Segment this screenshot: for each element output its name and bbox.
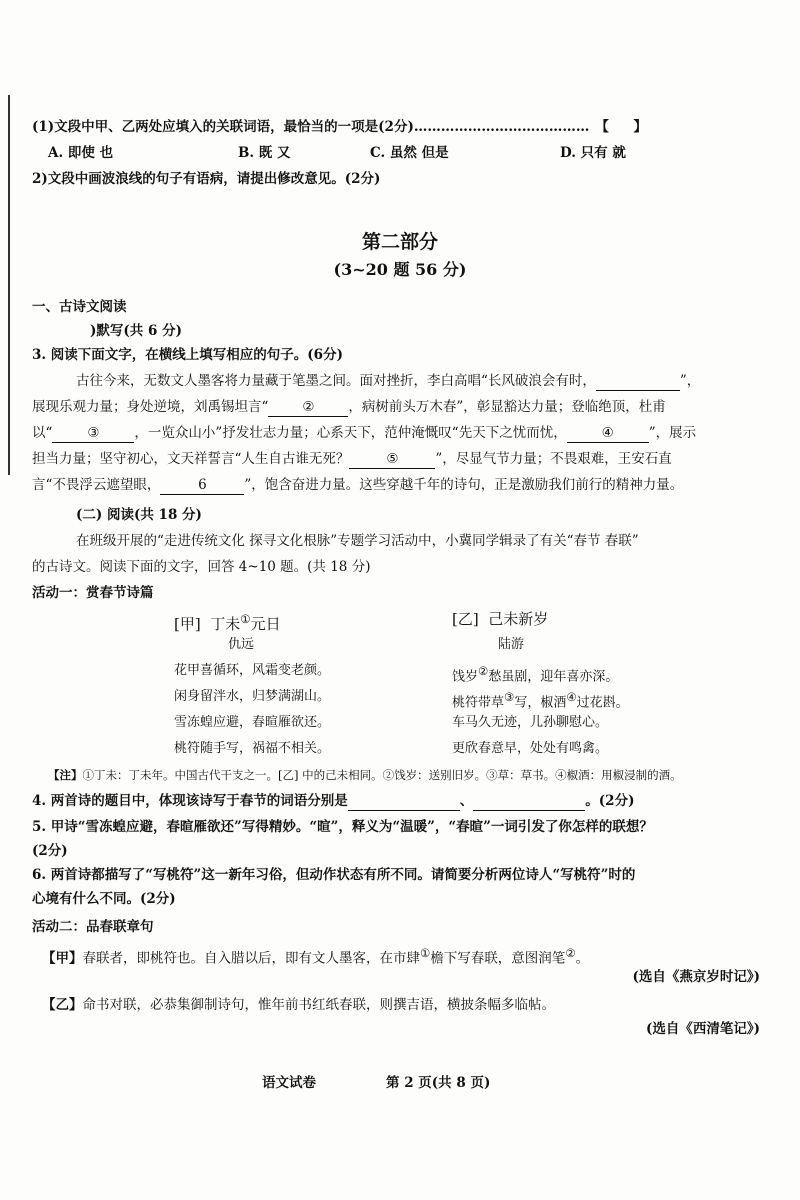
q1-stem: (1)文段中甲、乙两处应填入的关联词语，最恰当的一项是(2分) xyxy=(32,119,414,135)
poem-b-line-3: 车马久无迹，儿孙聊慰心。 xyxy=(452,715,609,730)
q1-option-a: A. 即使 也 xyxy=(48,145,114,161)
q5-stem: 5. 甲诗“雪冻蝗应避，春暄雁欲还”写得精妙。“暄”，释义为“温暖”，“春暄”一词引发了你怎样的联想？ xyxy=(32,819,653,835)
part2-title: 第二部分 xyxy=(361,231,438,253)
q2-stem: 2)文段中画波浪线的句子有语病，请提出修改意见。(2分) xyxy=(32,171,381,187)
poem-a-line-4: 桃符随手写，祸福不相关。 xyxy=(174,741,331,756)
poem-b-label: [乙] xyxy=(452,610,479,628)
q3-text: ”，尽显气节力量；不畏艰难，王安石直 xyxy=(435,451,672,467)
q3-blank-6[interactable]: 6 xyxy=(160,476,244,495)
q3-stem: 3. 阅读下面文字，在横线上填写相应的句子。(6分) xyxy=(32,347,343,363)
q3-text: ”， xyxy=(679,373,701,389)
q3-paragraph-line-2 xyxy=(32,398,666,417)
q6-stem-1: 6. 两首诗都描写了“写桃符”这一新年习俗，但动作状态有所不同。请简要分析两位诗人“写桃符”时的 xyxy=(32,867,636,883)
footer-subject: 语文试卷 xyxy=(262,1075,316,1091)
q3-blank-2[interactable]: ② xyxy=(268,398,348,417)
q3-text: ，一览众山小”抒发壮志力量；心系天下，范仲淹慨叹“先天下之忧而忧， xyxy=(134,425,567,441)
poem-b-text: 饯岁 xyxy=(452,669,479,685)
poem-b-text: 写，椒酒 xyxy=(514,695,567,711)
poem-b-text: 桃符带草 xyxy=(452,695,505,711)
section2-intro-1: 在班级开展的“走进传统文化 探寻文化根脉”专题学习活动中，小冀同学辑录了有关“春节 春联” xyxy=(76,533,639,549)
part2-subtitle: (3~20 题 56 分) xyxy=(333,260,467,279)
q3-text: ”，饱含奋进力量。这些穿越千年的诗句，正是激励我们前行的精神力量。 xyxy=(244,477,684,493)
q6-stem-2: 心境有什么不同。(2分) xyxy=(32,891,176,907)
q1-answer-bracket[interactable]: 【 】 xyxy=(595,119,658,135)
q3-text: 展现乐观力量；身处逆境，刘禹锡坦言“ xyxy=(32,399,269,415)
q1-option-b: B. 既 又 xyxy=(238,145,291,161)
q3-blank-1[interactable] xyxy=(596,372,680,391)
text-b-source: (选自《西清笔记》) xyxy=(645,1021,760,1037)
note-marker: ① xyxy=(240,612,251,626)
poem-b-text: 过花斟。 xyxy=(576,695,629,711)
activity2-title: 活动二：品春联章句 xyxy=(32,919,154,935)
q1-stem-line xyxy=(32,118,657,136)
q3-text: 以“ xyxy=(32,425,53,441)
q3-text: 担当力量；坚守初心，文天祥誓言“人生自古谁无死？ xyxy=(32,451,350,467)
note-marker: ④ xyxy=(566,690,577,704)
q3-blank-3[interactable]: ③ xyxy=(52,424,134,443)
notes-label: 【注】 xyxy=(48,768,83,782)
q3-paragraph-line-3 xyxy=(32,424,696,443)
section1-sub1: )默写(共 6 分) xyxy=(90,323,182,339)
q3-paragraph-line-1 xyxy=(76,372,700,391)
text-b-label: 【乙】 xyxy=(42,997,83,1013)
q4-blank-2[interactable] xyxy=(473,792,585,811)
poem-a-line-1: 花甲喜循环，风霜变老颜。 xyxy=(174,663,331,678)
poem-b-title-text: 己未新岁 xyxy=(488,610,549,628)
poem-a-title-text: 元日 xyxy=(250,615,281,633)
q3-paragraph-line-5 xyxy=(32,476,683,495)
text-a-label: 【甲】 xyxy=(42,950,83,967)
poem-b-line-2 xyxy=(452,688,629,712)
q4-stem: 4. 两首诗的题目中，体现该诗写于春节的词语分别是 xyxy=(32,793,348,809)
q4-blank-1[interactable] xyxy=(348,792,460,811)
footer-page-number: 第 2 页(共 8 页) xyxy=(386,1075,491,1091)
q3-blank-5[interactable]: ⑤ xyxy=(349,450,435,469)
notes-text: ①丁未：丁未年。中国古代干支之一。[乙] 中的己未相同。②饯岁：送别旧岁。③草：草书。④椒酒：用椒浸制的酒。 xyxy=(82,768,682,782)
section2-title: (二) 阅读(共 18 分) xyxy=(76,507,202,523)
q1-option-d: D. 只有 就 xyxy=(560,145,626,161)
poem-a-label: [甲] xyxy=(174,615,201,633)
q3-text: 古往今来，无数文人墨客将力量藏于笔墨之间。面对挫折，李白高唱“长风破浪会有时， xyxy=(76,373,596,389)
q3-paragraph-line-4 xyxy=(32,450,672,469)
poem-a-title-text: 丁未 xyxy=(210,615,241,633)
q3-text: 言“不畏浮云遮望眼， xyxy=(32,477,161,493)
poem-a-title xyxy=(174,610,281,633)
q1-option-c: C. 虽然 但是 xyxy=(370,145,449,161)
text-b xyxy=(42,996,555,1014)
section1-title: 一、古诗文阅读 xyxy=(32,299,127,315)
text-b-body: 命书对联，必恭集御制诗句，惟年前书红纸春联，则撰吉语，横披条幅多临帖。 xyxy=(82,997,555,1013)
q5-score: (2分) xyxy=(32,843,68,859)
poem-a-line-2: 闲身留泮水，归梦满湖山。 xyxy=(174,689,331,704)
text-a-body: 。 xyxy=(575,950,590,967)
note-marker: ② xyxy=(478,664,489,678)
q4-line xyxy=(32,792,634,811)
note-marker: ① xyxy=(420,946,431,960)
text-a-source: (选自《燕京岁时记》) xyxy=(632,969,760,985)
q4-end: 。(2分) xyxy=(585,793,635,809)
poem-b-line-4: 更欣春意早，处处有鸣禽。 xyxy=(452,741,609,756)
q4-separator: 、 xyxy=(459,793,474,809)
text-a xyxy=(42,944,589,968)
poem-b-line-1 xyxy=(452,662,618,686)
section2-intro-2: 的古诗文。阅读下面的文字，回答 4~10 题。(共 18 分) xyxy=(32,559,371,575)
poem-notes xyxy=(48,766,682,784)
q3-text: ”，展示 xyxy=(648,425,697,441)
poem-a-line-3: 雪冻蝗应避，春暄雁欲还。 xyxy=(174,715,331,730)
activity1-title: 活动一：赏春节诗篇 xyxy=(32,585,154,601)
q3-text: ，病树前头万木春”，彰显豁达力量；登临绝顶，杜甫 xyxy=(348,399,666,415)
note-marker: ② xyxy=(565,946,576,960)
text-a-body: 春联者，即桃符也。自入腊以后，即有文人墨客，在市肆 xyxy=(82,950,420,967)
q1-dots: ………………………………… xyxy=(413,119,590,135)
text-a-body: 檐下写春联，意图润笔 xyxy=(430,950,566,967)
q3-blank-4[interactable]: ④ xyxy=(567,424,649,443)
poem-a-author: 仇远 xyxy=(228,637,255,652)
poem-b-author: 陆游 xyxy=(498,637,525,652)
poem-b-title xyxy=(452,610,548,628)
poem-b-text: 愁虽剧，迎年喜亦深。 xyxy=(488,669,619,685)
note-marker: ③ xyxy=(504,690,515,704)
